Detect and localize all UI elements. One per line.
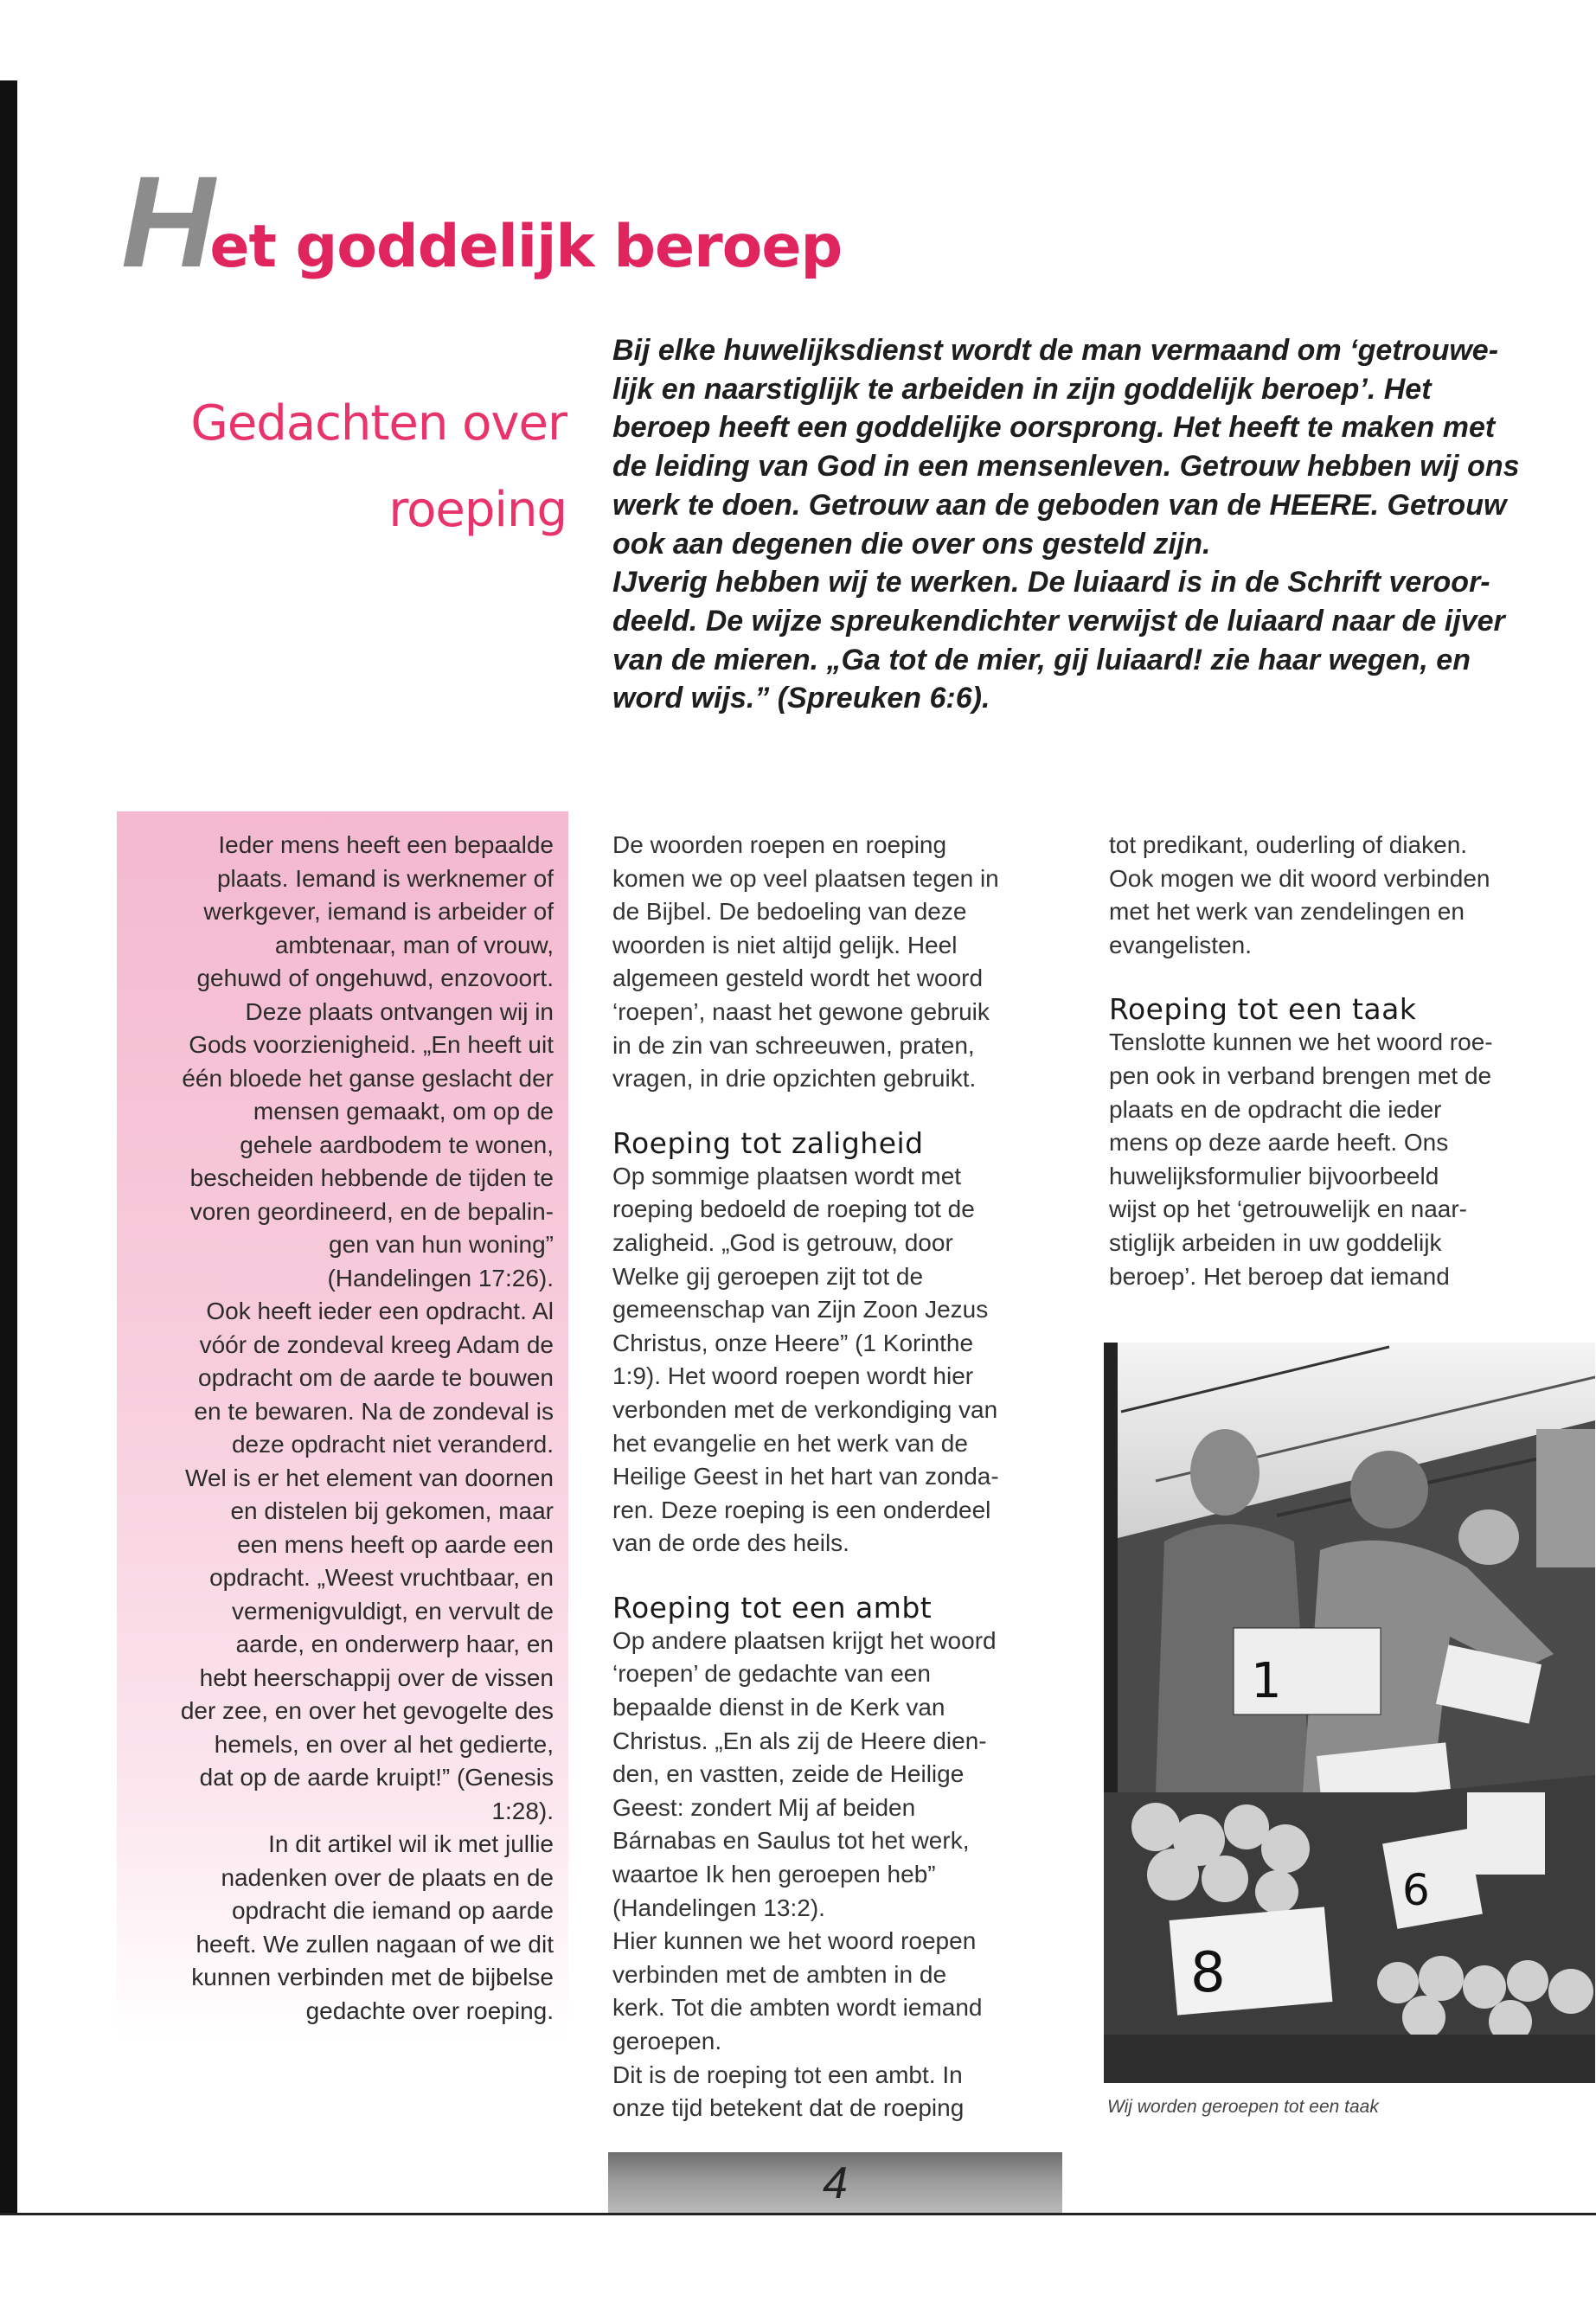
column-2 [612,829,1071,2125]
text-line: in de zin van schreeuwen, praten, [612,1031,975,1059]
text-line: Christus. „En als zij de Heere dien- [612,1727,987,1754]
text-line: en te bewaren. Na de zondeval is [194,1397,554,1425]
section-heading: Roeping tot zaligheid [612,1125,924,1160]
section-heading: Roeping tot een taak [1109,992,1417,1027]
text-line: deze opdracht niet veranderd. [231,1431,554,1458]
text-line: Hier kunnen we het woord roepen [612,1927,977,1955]
text-line: ‘roepen’ de gedachte van een [612,1660,931,1688]
text-line: IJverig hebben wij te werken. De luiaard is in de Schrift veroor- [612,566,1490,599]
text-line: verbinden met de ambten in de [612,1960,947,1988]
text-line: ‘roepen’, naast het gewone gebruik [612,997,990,1025]
price-sign [1467,1792,1545,1875]
text-line: Ook mogen we dit woord verbinden [1109,864,1490,892]
text-line: komen we op veel plaatsen tegen in [612,864,999,892]
page-number: 4 [823,2158,848,2208]
text-line: ook aan degenen die over ons gesteld zijn. [612,527,1211,561]
text-line: vermenigvuldigt, en vervult de [232,1597,554,1625]
photo-caption: Wij worden geroepen tot een taak [1107,2097,1379,2117]
article-title [121,147,842,297]
text-line: één bloede het ganse geslacht der [182,1064,554,1092]
text-line: een mens heeft op aarde een [237,1530,554,1558]
text-line: opdracht. „Weest vruchtbaar, en [209,1564,554,1591]
text-line: met het werk van zendelingen en [1109,898,1465,926]
text-line: dat op de aarde kruipt!” (Genesis [199,1764,554,1791]
text-line: Op andere plaatsen krijgt het woord [612,1626,997,1654]
text-line: werk te doen. Getrouw aan de geboden van de HEERE. Getrouw [612,488,1507,522]
text-line: hemels, en over al het gedierte, [214,1730,554,1758]
text-line: algemeen gesteld wordt het woord [612,965,984,992]
text-line: ren. Deze roeping is een onderdeel [612,1496,991,1523]
sign-digit: 8 [1190,1941,1226,2005]
text-line: Deze plaats ontvangen wij in [245,997,554,1025]
text-line: Ook heeft ieder een opdracht. Al [206,1298,554,1324]
text-line: De woorden roepen en roeping [612,831,947,858]
sign-digit: 6 [1402,1865,1430,1915]
text-line: (Handelingen 13:2). [612,1894,825,1921]
text-line: huwelijksformulier bijvoorbeeld [1109,1162,1439,1189]
subtitle-line: Gedachten over [190,395,567,452]
text-line: heeft. We zullen nagaan of we dit [195,1930,554,1958]
intro-paragraph [612,331,1573,718]
text-line: word wijs.” (Spreuken 6:6). [612,682,990,715]
text-line: Gods voorzienigheid. „En heeft uit [189,1031,554,1058]
text-line: gemeenschap van Zijn Zoon Jezus [612,1296,989,1324]
price-sign [1382,1829,1483,1929]
text-line: tot predikant, ouderling of diaken. [1109,831,1468,858]
text-line: ambtenaar, man of vrouw, [274,931,554,958]
text-line: Bárnabas en Saulus tot het werk, [612,1827,970,1855]
text-line: Welke gij geroepen zijt tot de [612,1262,924,1290]
text-line: opdracht om de aarde te bouwen [198,1364,554,1391]
text-line: Geest: zondert Mij af beiden [612,1793,916,1821]
sign-digit: 1 [1251,1653,1282,1709]
person-head [1190,1429,1259,1516]
text-line: gehuwd of ongehuwd, enzovoort. [196,965,554,991]
text-line: plaats en de opdracht die ieder [1109,1095,1442,1123]
text-line: werkgever, iemand is arbeider of [203,898,554,925]
text-line: (Handelingen 17:26). [327,1264,554,1292]
text-line: deeld. De wijze spreukendichter verwijst de luiaard naar de ijver [612,604,1505,638]
text-line: Dit is de roeping tot een ambt. In [612,2061,963,2088]
text-line: opdracht die iemand op aarde [231,1897,554,1924]
text-line: mens op deze aarde heeft. Ons [1109,1129,1449,1157]
market-photo-illustration [1104,1343,1595,2083]
text-line: verbonden met de verkondiging van [612,1395,998,1423]
text-line: Wel is er het element van doornen [185,1464,554,1491]
text-line: bepaalde dienst in de Kerk van [612,1694,945,1721]
text-line: beroep heeft een goddelijke oorsprong. Het heeft te maken met [612,411,1496,445]
text-line: bescheiden hebbende de tijden te [189,1164,554,1191]
title-text: et goddelijk beroep [209,213,843,281]
text-line: Ieder mens heeft een bepaalde [218,831,554,858]
text-line: het evangelie en het werk van de [612,1429,968,1457]
text-line: hebt heerschappij over de vissen [199,1663,554,1691]
text-line: de Bijbel. De bedoeling van deze [612,898,967,926]
text-line: onze tijd betekent dat de roeping [612,2094,965,2122]
text-line: stiglijk arbeiden in uw goddelijk [1109,1228,1442,1256]
text-line: zaligheid. „God is getrouw, door [612,1228,953,1256]
section-heading: Roeping tot een ambt [612,1590,933,1625]
text-line: gedachte over roeping. [305,1997,554,2024]
text-line: beroep’. Het beroep dat iemand [1109,1262,1450,1290]
text-line: nadenken over de plaats en de [221,1863,554,1891]
text-line: van de mieren. „Ga tot de mier, gij luiaard! zie haar wegen, en [612,643,1471,676]
text-line: geroepen. [612,2028,722,2054]
column-3 [1109,829,1593,1293]
title-initial: H [121,149,210,294]
text-line: woorden is niet altijd gelijk. Heel [612,931,958,958]
text-line: In dit artikel wil ik met jullie [268,1830,554,1857]
page-bottom-rule [0,2213,1596,2215]
column-1 [117,829,554,2028]
text-line: der zee, en over het gevogelte des [180,1697,554,1724]
text-line: en distelen bij gekomen, maar [230,1497,554,1524]
text-line: evangelisten. [1109,931,1253,958]
article-subtitle [130,381,567,554]
person-head [1350,1451,1428,1529]
text-line: 1:28). [491,1797,554,1824]
text-line: gehele aardbodem te wonen, [240,1131,554,1158]
text-line: kerk. Tot die ambten wordt iemand [612,1994,983,2022]
text-line: Op sommige plaatsen wordt met [612,1162,962,1189]
text-line: voren geordineerd, en de bepalin- [189,1197,554,1225]
market-photo [1104,1343,1595,2083]
subtitle-line: roeping [388,482,567,538]
text-line: vragen, in drie opzichten gebruikt. [612,1065,977,1093]
text-line: lijk en naarstiglijk te arbeiden in zijn goddelijk beroep’. Het [612,372,1432,406]
text-line: plaats. Iemand is werknemer of [216,864,554,892]
text-line: wijst op het ‘getrouwelijk en naar- [1109,1195,1467,1223]
text-line: mensen gemaakt, om op de [253,1098,554,1125]
text-line: Heilige Geest in het hart van zonda- [612,1463,999,1490]
text-line: roeping bedoeld de roeping tot de [612,1195,975,1223]
text-line: Bij elke huwelijksdienst wordt de man vermaand om ‘getrouwe- [612,334,1499,367]
text-line: vóór de zondeval kreeg Adam de [199,1330,554,1358]
text-line: Tenslotte kunnen we het woord roe- [1109,1029,1493,1056]
text-line: pen ook in verband brengen met de [1109,1061,1492,1089]
text-line: Christus, onze Heere” (1 Korinthe [612,1329,974,1356]
text-line: de leiding van God in een mensenleven. Getrouw hebben wij ons [612,450,1520,484]
text-line: van de orde des heils. [612,1529,849,1557]
text-line: den, en vastten, zeide de Heilige [612,1760,965,1788]
text-line: kunnen verbinden met de bijbelse [191,1964,554,1990]
text-line: aarde, en onderwerp haar, en [235,1631,554,1657]
text-line: 1:9). Het woord roepen wordt hier [612,1362,974,1390]
page-edge-bar [0,80,17,2214]
text-line: gen van hun woning” [329,1231,554,1258]
text-line: waartoe Ik hen geroepen heb” [612,1861,936,1888]
